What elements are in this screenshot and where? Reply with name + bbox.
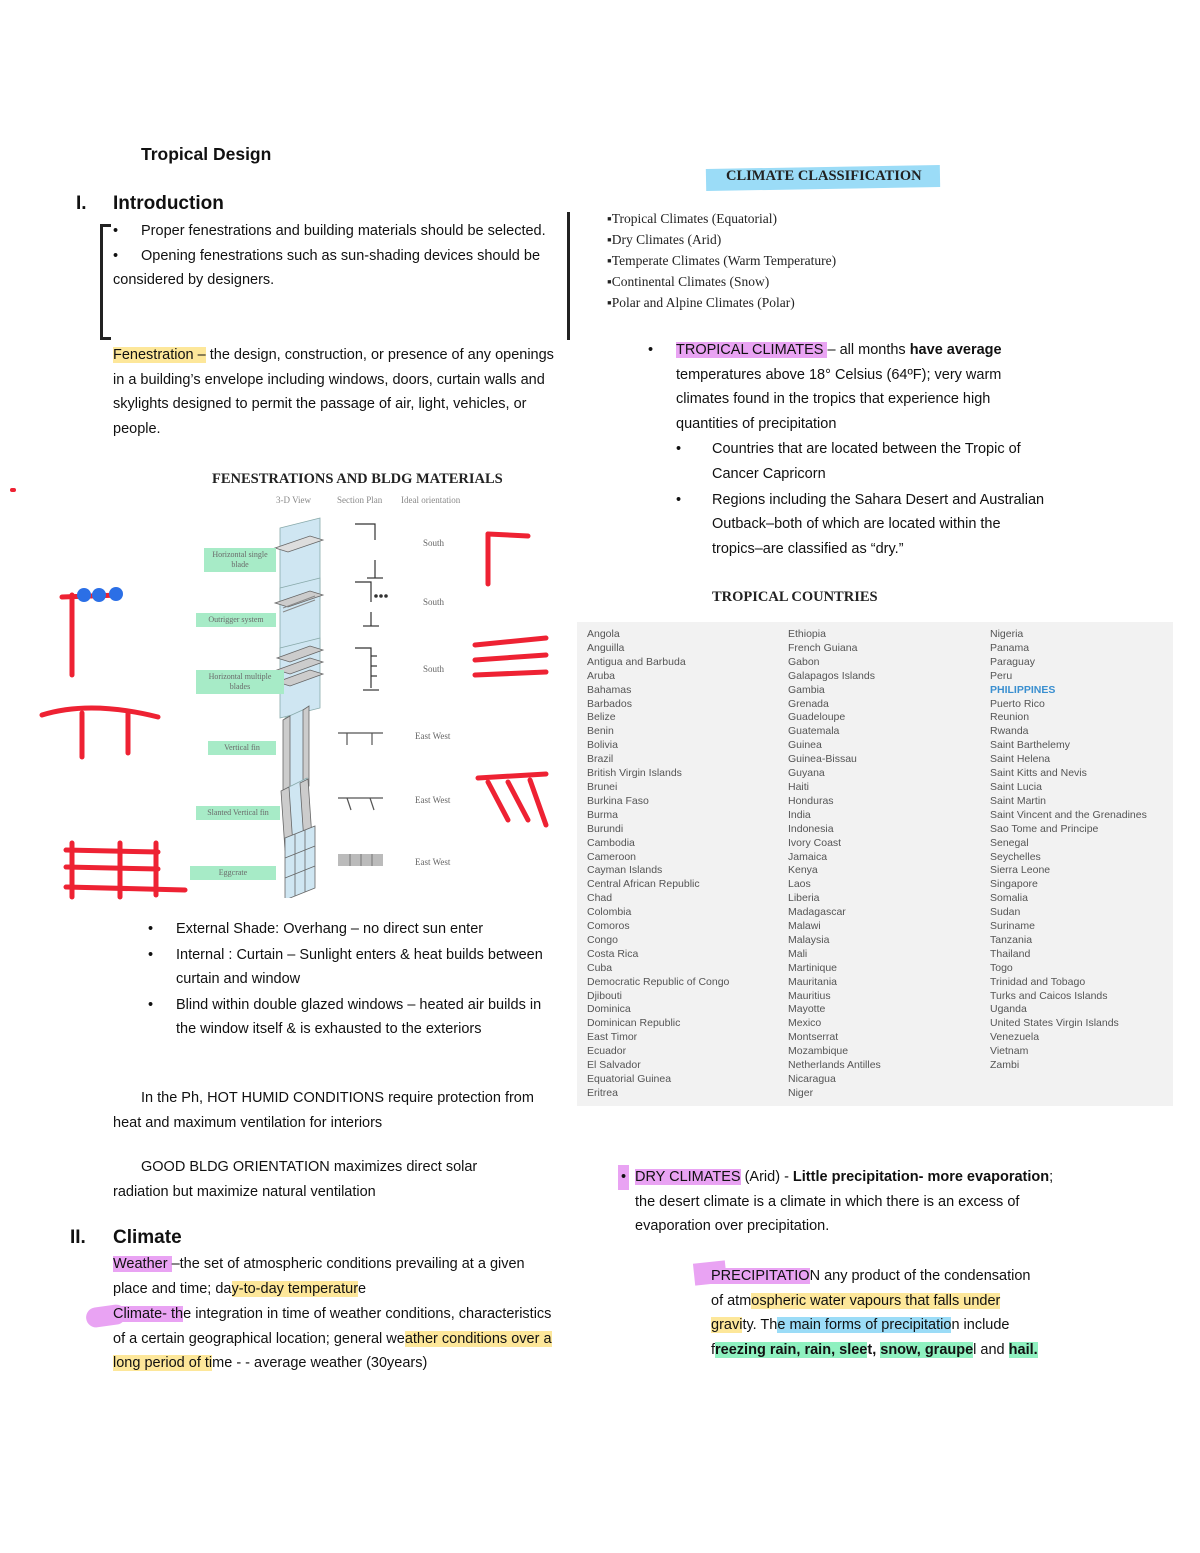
fenestration-term: Fenestration – [113,347,206,363]
section-2-number: II. [70,1227,86,1248]
country-item: Singapore [990,878,1038,891]
countries-col-1 [587,628,729,1101]
country-item: Venezuela [990,1031,1040,1044]
classification-item-4: ▪Continental Climates (Snow) [607,274,770,289]
tropical-climates: • TROPICAL CLIMATES – all months have average temperatures above 18° Celsius (64ºF); very warm climates found in the tropics that experience high quantities of precipitation • Countries that are located between the Tropic of Cancer Capricorn • Regions including the Sahara Desert and Australian Outback–both of which are located within the tropics–are classified as “dry.” [648,338,1053,561]
country-item: Somalia [990,892,1028,905]
country-item: Peru [990,669,1013,682]
section-1-heading: Introduction [113,193,224,214]
country-item: Puerto Rico [990,697,1045,710]
intro-bullets [113,219,563,293]
figure-row-label-6: Eggcrate [190,866,276,880]
country-item: Saint Vincent and the Grenadines [990,808,1147,821]
figure-col-header-3d: 3-D View [276,495,312,505]
country-item: Mayotte [788,1003,826,1016]
country-item: Senegal [990,836,1029,849]
country-item: Eritrea [587,1086,618,1099]
tropical-term: TROPICAL CLIMATES [676,342,828,358]
country-item: Seychelles [990,850,1041,863]
weather-definition: Weather –the set of atmospheric conditions prevailing at a given place and time; day-to-day temperature [113,1256,525,1297]
country-item: Nicaragua [788,1073,836,1085]
country-item: Haiti [788,780,810,793]
section-2-heading: Climate [113,1227,182,1248]
tropical-sub-bullet-1: • Countries that are located between the Tropic of Cancer Capricorn [676,437,1053,486]
country-item: Chad [587,892,613,905]
countries-col-3 [990,628,1147,1073]
country-item: Rwanda [990,725,1029,738]
country-item: Kenya [788,864,818,877]
country-item: Sudan [990,906,1021,919]
figure-orientation-2: South [423,597,445,607]
country-item: Honduras [788,794,834,807]
intro-bullet-1: • Proper fenestrations and building materials should be selected. [113,223,546,239]
figure-orientation-4: East West [415,731,451,741]
country-item: Comoros [587,920,630,933]
bracket-right-line [567,212,570,340]
country-item: Indonesia [788,822,834,835]
fenestration-definition [113,343,558,441]
country-item: Saint Kitts and Nevis [990,767,1087,780]
country-item: Antigua and Barbuda [587,655,686,668]
country-item: Guinea-Bissau [788,753,857,766]
country-item: Burkina Faso [587,794,649,807]
country-item: Dominica [587,1003,631,1016]
classification-item-5: ▪Polar and Alpine Climates (Polar) [607,295,795,310]
countries-col-2 [788,628,881,1101]
orientation-note-rest: maximizes direct solar radiation but maximize natural ventilation [113,1159,478,1200]
country-item: Burma [587,808,618,821]
row-5-section [338,798,383,810]
fenestration-def: the design, construction, or presence of any openings in a building’s envelope including windows, doors, curtain walls and skylights designed to permit the passage of air, light, vehicles, or people. [113,347,554,437]
dry-climates: • DRY CLIMATES (Arid) - Little precipitation- more evaporation; the desert climate is a climate in which there is an excess of evaporation over precipitation. [618,1165,1058,1239]
country-item: Liberia [788,892,820,905]
country-item: Bolivia [587,739,618,752]
country-item: Dominican Republic [587,1017,681,1030]
country-item: Angola [587,628,620,640]
figure-orientation-6: East West [415,857,451,867]
classification-item-2: ▪Dry Climates (Arid) [607,232,722,247]
section-1-number: I. [76,193,87,214]
country-item: Togo [990,961,1013,974]
country-item: Mauritius [788,989,831,1002]
country-item: Jamaica [788,850,828,863]
row-4-section [338,733,383,745]
dry-term: DRY CLIMATES [635,1169,741,1185]
country-item: Malaysia [788,933,830,946]
country-item: Saint Helena [990,753,1051,766]
country-item: India [788,808,811,821]
climate-classification-heading: CLIMATE CLASSIFICATION [726,168,922,184]
country-item: Bahamas [587,683,632,696]
country-item: El Salvador [587,1059,641,1072]
country-item: Sao Tome and Principe [990,822,1099,835]
climate-classification-list [607,208,836,313]
country-item: Panama [990,641,1030,654]
ink-dot [10,488,16,492]
country-item: Cameroon [587,850,637,863]
country-item: Gambia [788,683,825,696]
row-6-section [338,854,383,866]
country-item: Montserrat [788,1031,839,1044]
figure-row-label-5: Slanted Vertical fin [196,806,280,820]
ink-dots-blue [77,587,123,602]
orientation-note [113,1155,533,1204]
country-item: Cambodia [587,836,635,849]
intro-bullet-2: • Opening fenestrations such as sun-shading devices should be considered by designers. [113,247,541,289]
country-item: Guatemala [788,725,840,738]
country-item: Mali [788,947,808,960]
figure-row-label-1: Horizontal single blade [204,548,276,572]
row-1-section [355,524,383,578]
country-item: Paraguay [990,655,1035,668]
country-item: Trinidad and Tobago [990,975,1086,988]
country-item: Zambi [990,1059,1020,1072]
country-item: Suriname [990,920,1035,933]
climate-definition: Climate- the integration in time of weather conditions, characteristics of a certain geographical location; general weather conditions over a long period of time - - average weather (30years) [113,1306,552,1372]
country-item: Sierra Leone [990,864,1051,877]
country-item: Vietnam [990,1045,1029,1058]
country-item: Central African Republic [587,878,700,891]
country-item: Grenada [788,697,829,710]
country-item: Laos [788,878,811,891]
country-item: Aruba [587,669,616,682]
figure-orientation-5: East West [415,795,451,805]
page-title: Tropical Design [141,144,272,164]
country-item: PHILIPPINES [990,683,1056,696]
shading-bullets [148,917,543,1042]
country-item: Guinea [788,739,822,752]
country-item: Equatorial Guinea [587,1073,672,1085]
country-item: East Timor [587,1031,638,1044]
country-item: Martinique [788,961,838,974]
country-item: Mozambique [788,1045,849,1058]
country-item: Netherlands Antilles [788,1059,881,1072]
figure-orientation-3: South [423,664,445,674]
country-item: Guadeloupe [788,711,846,724]
precipitation-term: PRECIPITATIO [711,1268,810,1284]
country-item: Mexico [788,1017,822,1030]
country-item: Anguilla [587,641,625,654]
country-item: British Virgin Islands [587,767,682,780]
country-item: Democratic Republic of Congo [587,975,730,988]
country-item: French Guiana [788,641,858,654]
climate-term: Climate- th [113,1306,184,1322]
country-item: Ivory Coast [788,836,842,849]
tropical-countries-heading: TROPICAL COUNTRIES [712,589,878,605]
shading-bullet-1: • External Shade: Overhang – no direct sun enter [148,917,543,942]
country-item: Colombia [587,906,632,919]
country-item: Saint Martin [990,794,1047,807]
bracket-left [100,224,111,340]
row-3-section [355,648,379,690]
ink-sketches-left [30,575,230,935]
figure-row-label-3: Horizontal multiple blades [196,670,284,694]
figure-row-label-4: Vertical fin [208,741,276,755]
country-item: Reunion [990,711,1030,724]
country-item: Nigeria [990,628,1024,640]
country-item: Gabon [788,655,820,668]
country-item: Djibouti [587,989,623,1002]
country-item: Benin [587,725,614,738]
country-item: Malawi [788,920,821,933]
country-item: Tanzania [990,933,1033,946]
country-item: Galapagos Islands [788,669,875,682]
country-item: Uganda [990,1003,1027,1016]
country-item: Burundi [587,822,624,835]
country-item: Saint Lucia [990,780,1042,793]
country-item: Barbados [587,697,632,710]
figure-orientation-1: South [423,538,445,548]
country-item: Cuba [587,961,613,974]
figure-col-header-section: Section Plan [337,495,383,505]
precipitation-definition: PRECIPITATION any product of the condensation of atmospheric water vapours that falls under gravity. The main forms of precipitation include freezing rain, rain, sleet, snow, graupel and hail. [711,1268,1038,1358]
figure-title: FENESTRATIONS AND BLDG MATERIALS [212,471,503,487]
country-item: Costa Rica [587,947,639,960]
country-item: Ecuador [587,1045,627,1058]
country-item: Turks and Caicos Islands [990,989,1108,1002]
orientation-note-term: GOOD BLDG ORIENTATION [141,1159,330,1175]
country-item: Saint Barthelemy [990,739,1070,752]
classification-item-3: ▪Temperate Climates (Warm Temperature) [607,253,837,268]
country-item: United States Virgin Islands [990,1017,1119,1030]
shading-bullet-2: • Internal : Curtain – Sunlight enters & heat builds between curtain and window [148,943,543,992]
tropical-sub-bullet-2: • Regions including the Sahara Desert and Australian Outback–both of which are located within the tropics–are classified as “dry.” [676,488,1053,562]
ph-note: In the Ph, HOT HUMID CONDITIONS require protection from heat and maximum ventilation for interiors [113,1090,534,1131]
ink-sketches-right [460,520,560,840]
country-item: Belize [587,711,616,724]
country-item: Brazil [587,753,614,766]
tropical-countries-table [577,622,1173,1106]
shading-bullet-3: • Blind within double glazed windows – heated air builds in the window itself & is exhausted to the exteriors [148,993,543,1042]
weather-term: Weather [113,1256,172,1272]
country-item: Mauritania [788,975,838,988]
country-item: Madagascar [788,906,846,919]
country-item: Guyana [788,767,825,780]
country-item: Congo [587,933,618,946]
country-item: Brunei [587,780,618,793]
country-item: Cayman Islands [587,864,663,877]
row-2-section [355,582,387,626]
country-item: Thailand [990,947,1031,960]
country-item: Ethiopia [788,628,826,640]
figure-row-label-2: Outrigger system [196,613,276,627]
row-6-3d-view [285,826,315,898]
figure-col-header-orientation: Ideal orientation [401,495,461,505]
country-item: Niger [788,1086,814,1099]
classification-item-1: ▪Tropical Climates (Equatorial) [607,211,778,226]
